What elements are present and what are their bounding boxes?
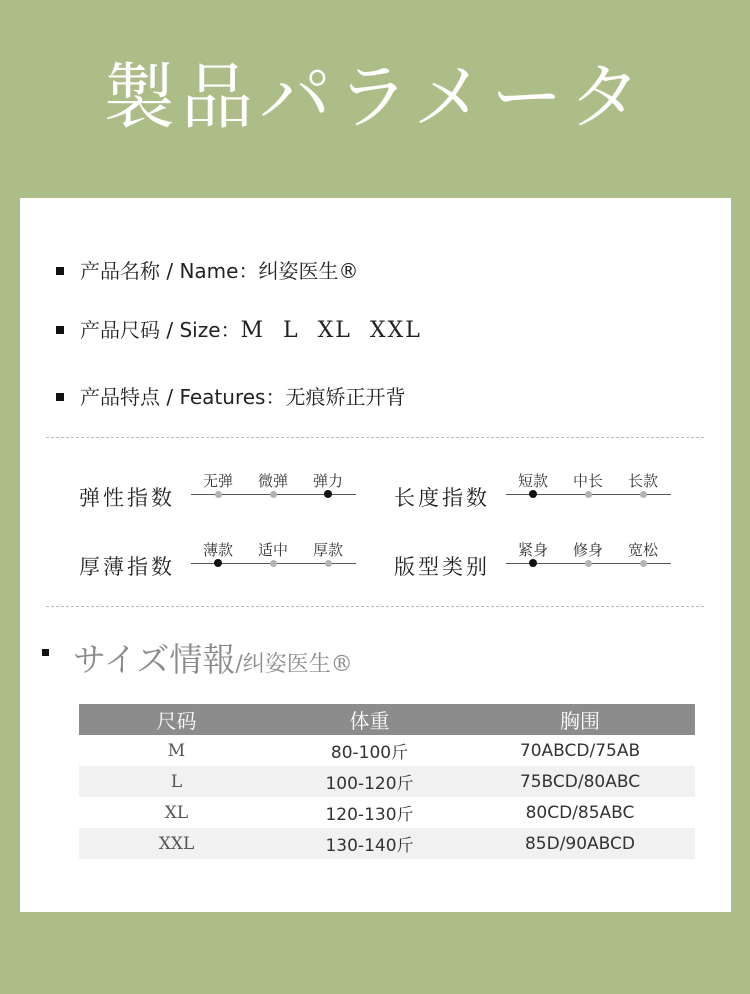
scale-dot bbox=[270, 560, 277, 567]
column-header: 尺码 bbox=[79, 704, 274, 735]
bullet-icon bbox=[56, 267, 64, 275]
scale-dot bbox=[640, 560, 647, 567]
info-row-name bbox=[56, 257, 358, 285]
scale-option-label: 修身 bbox=[572, 541, 603, 559]
table-row bbox=[79, 828, 695, 859]
table-row bbox=[79, 735, 695, 766]
scale-dot bbox=[215, 491, 222, 498]
divider bbox=[46, 606, 704, 607]
size-cell: XL bbox=[164, 802, 189, 823]
info-label: 产品尺码 / Size： bbox=[80, 318, 241, 342]
scale-option-label: 微弹 bbox=[257, 472, 288, 490]
scale-length bbox=[506, 470, 671, 510]
scale-thickness bbox=[191, 539, 356, 579]
info-row-size bbox=[56, 316, 422, 345]
index-title-thickness: 厚薄指数 bbox=[79, 555, 175, 579]
scale-fit bbox=[506, 539, 671, 579]
index-title-length: 长度指数 bbox=[394, 486, 490, 510]
divider bbox=[46, 437, 704, 438]
bullet-icon bbox=[56, 393, 64, 401]
scale-option-label: 弹力 bbox=[312, 472, 343, 490]
scale-option-label: 适中 bbox=[257, 541, 288, 559]
scale-elasticity bbox=[191, 470, 356, 510]
index-title-elasticity: 弹性指数 bbox=[79, 486, 175, 510]
scale-dot bbox=[585, 491, 592, 498]
chest-cell: 70ABCD/75AB bbox=[519, 740, 641, 761]
index-title-fit: 版型类别 bbox=[394, 555, 490, 579]
info-value: 纠姿医生® bbox=[258, 259, 359, 283]
chest-cell: 80CD/85ABC bbox=[525, 802, 635, 823]
size-section-brand: /纠姿医生® bbox=[235, 652, 353, 677]
scale-option-label: 短款 bbox=[517, 472, 548, 490]
scale-dot bbox=[325, 560, 332, 567]
scale-option-label: 宽松 bbox=[627, 541, 658, 559]
bullet-icon bbox=[42, 649, 49, 656]
table-header-row bbox=[79, 704, 695, 735]
info-label: 产品特点 / Features： bbox=[80, 385, 286, 409]
bullet-icon bbox=[56, 326, 64, 334]
weight-cell: 100-120斤 bbox=[274, 766, 465, 797]
scale-option-label: 无弹 bbox=[202, 472, 233, 490]
weight-cell: 120-130斤 bbox=[325, 805, 414, 825]
scale-selected-dot bbox=[529, 559, 537, 567]
scale-selected-dot bbox=[529, 490, 537, 498]
size-cell: L bbox=[79, 766, 274, 797]
scale-option-label: 厚款 bbox=[312, 541, 343, 559]
scale-dot bbox=[640, 491, 647, 498]
scale-option-label: 紧身 bbox=[517, 541, 548, 559]
info-value: 无痕矫正开背 bbox=[285, 385, 406, 409]
table-row bbox=[79, 766, 695, 797]
weight-cell: 130-140斤 bbox=[274, 828, 465, 859]
scale-dot bbox=[585, 560, 592, 567]
scale-selected-dot bbox=[324, 490, 332, 498]
scale-option-label: 长款 bbox=[627, 472, 658, 490]
scale-option-label: 中长 bbox=[572, 472, 603, 490]
weight-cell: 80-100斤 bbox=[330, 743, 409, 763]
size-section-heading bbox=[42, 634, 353, 681]
size-cell: XXL bbox=[79, 828, 274, 859]
size-cell: M bbox=[167, 740, 186, 761]
page-title: 製品パラメータ bbox=[103, 55, 647, 139]
chest-cell: 85D/90ABCD bbox=[465, 828, 695, 859]
size-section-title: サイズ情報 bbox=[73, 640, 236, 679]
size-table bbox=[79, 704, 695, 859]
scale-dot bbox=[270, 491, 277, 498]
info-value: M L XL XXL bbox=[240, 318, 422, 343]
info-label: 产品名称 / Name： bbox=[80, 259, 259, 283]
chest-cell: 75BCD/80ABC bbox=[465, 766, 695, 797]
scale-selected-dot bbox=[214, 559, 222, 567]
column-header: 胸围 bbox=[465, 704, 695, 735]
scale-option-label: 薄款 bbox=[202, 541, 233, 559]
column-header: 体重 bbox=[274, 704, 465, 735]
table-row bbox=[79, 797, 695, 828]
info-row-features bbox=[56, 383, 405, 411]
parameter-card bbox=[20, 198, 731, 912]
